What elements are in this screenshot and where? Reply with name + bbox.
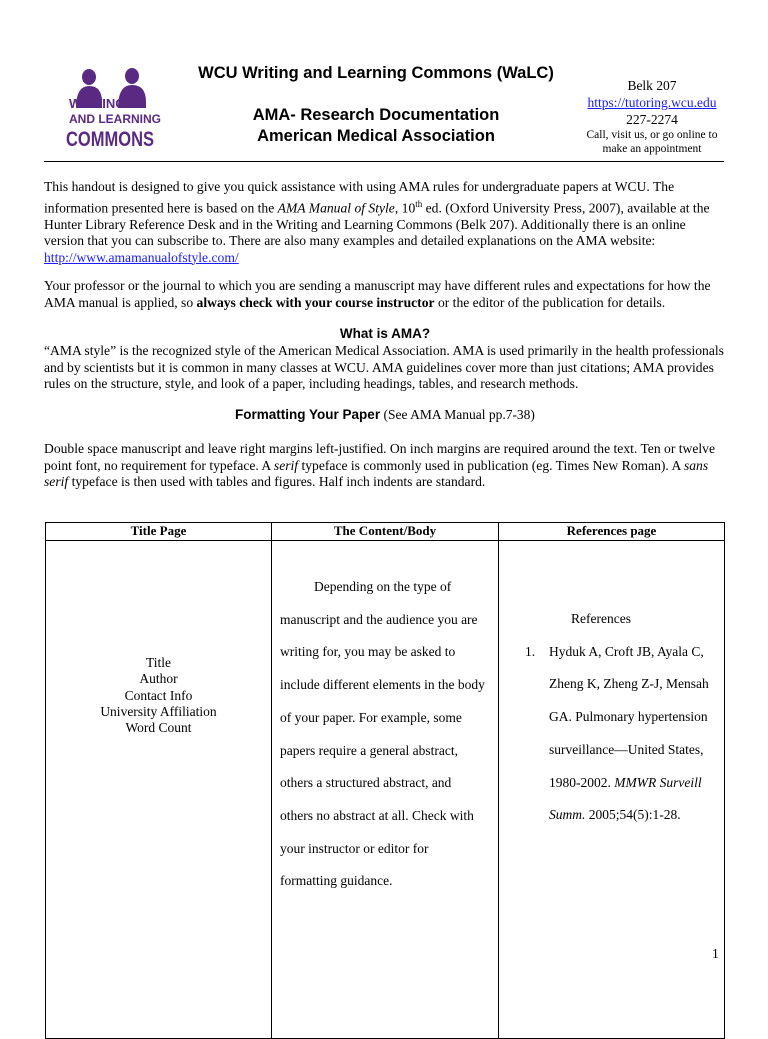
formatting-sans-serif: sans serif bbox=[44, 457, 709, 489]
reference-journal-abbr: Summ. bbox=[549, 807, 586, 823]
reference-number: 1. bbox=[525, 643, 536, 659]
reference-line: surveillance—United States, bbox=[549, 741, 704, 757]
references-heading: References bbox=[571, 611, 631, 626]
title-page-item: Title bbox=[145, 655, 172, 670]
content-line: your instructor or editor for bbox=[280, 840, 429, 856]
content-line: manuscript and the audience you are bbox=[280, 611, 478, 627]
title-page-cell bbox=[46, 541, 272, 1039]
intro-text-3: ed. (Oxford University Press, 2007), available at the Hunter Library Reference Desk and in the Writing and Learning Commons (Belk 207). Additionally there is an online version that you can subscribe to. There are also many examples and detailed explanations on the AMA website: bbox=[44, 200, 710, 249]
contact-url-link[interactable]: https://tutoring.wcu.edu bbox=[587, 95, 717, 110]
professor-text-1: Your professor or the journal to which you are sending a manuscript may have different rules and expectations for how the AMA manual is applied, so bbox=[44, 278, 711, 310]
title-page-item: Word Count bbox=[125, 720, 192, 736]
logo-text-and-learning: AND LEARNING bbox=[69, 112, 161, 126]
content-body-cell bbox=[272, 541, 499, 1039]
professor-text-2: or the editor of the publication for details. bbox=[434, 294, 666, 310]
formatting-heading bbox=[44, 407, 726, 423]
contact-note-line2: make an appointment bbox=[602, 143, 702, 155]
walc-logo bbox=[62, 68, 161, 151]
reference-line bbox=[549, 767, 718, 800]
reference-line: Zheng K, Zheng Z-J, Mensah bbox=[549, 676, 709, 692]
header-contact bbox=[572, 77, 732, 156]
content-line: Depending on the type of bbox=[314, 579, 452, 594]
table-row bbox=[46, 541, 725, 1039]
content-line: others a structured abstract, and bbox=[280, 775, 452, 791]
reference-line bbox=[549, 799, 718, 832]
page-number: 1 bbox=[712, 946, 719, 961]
content-line: include different elements in the body bbox=[280, 677, 485, 693]
content-line: writing for, you may be asked to bbox=[280, 644, 456, 660]
format-table bbox=[45, 522, 725, 1039]
formatting-text-3: typeface is then used with tables and figures. Half inch indents are standard. bbox=[68, 474, 486, 489]
content-line: of your paper. For example, some bbox=[280, 709, 462, 725]
intro-paragraph bbox=[44, 179, 726, 266]
formatting-text-2: typeface is commonly used in publication (eg. Times New Roman). A bbox=[298, 457, 684, 473]
intro-text-2: , 10 bbox=[394, 200, 416, 216]
table-header-content: The Content/Body bbox=[272, 523, 499, 541]
what-is-ama-paragraph: “AMA style” is the recognized style of the American Medical Association. AMA is used primarily in the health professionals and by scientists but it is common in many classes at WCU. AMA guidelines cover more than just citations; AMA provides rules on the structure, style, and look of a paper, including headings, tables, and research methods. bbox=[44, 343, 724, 391]
formatting-heading-note: (See AMA Manual pp.7-38) bbox=[380, 407, 535, 422]
logo-figure-head-left bbox=[82, 69, 96, 85]
contact-location: Belk 207 bbox=[627, 78, 677, 93]
intro-manual-title: AMA Manual of Style bbox=[277, 200, 395, 216]
formatting-text-1: Double space manuscript and leave right margins left-justified. On inch margins are required around the text. Ten or twelve point font, no requirement for typeface. A bbox=[44, 441, 715, 473]
logo-figure-head-right bbox=[125, 68, 139, 84]
title-page-item: University Affiliation bbox=[100, 703, 217, 719]
what-is-ama-heading: What is AMA? bbox=[339, 326, 431, 341]
content-line: papers require a general abstract, bbox=[280, 742, 459, 758]
intro-text-1: This handout is designed to give you quick assistance with using AMA rules for undergraduate papers at WCU. The information presented here is based on the bbox=[44, 179, 675, 216]
formatting-heading-text: Formatting Your Paper bbox=[235, 407, 381, 422]
header-divider bbox=[44, 161, 724, 162]
ama-website-link[interactable]: http://www.amamanualofstyle.com/ bbox=[44, 249, 239, 265]
reference-text: 1980-2002. bbox=[549, 774, 615, 790]
formatting-paragraph bbox=[44, 441, 726, 491]
reference-journal: MMWR Surveill bbox=[614, 774, 702, 790]
professor-bold-text: always check with your course instructor bbox=[196, 294, 435, 310]
logo-graphic bbox=[62, 68, 161, 151]
contact-note-line1: Call, visit us, or go online to bbox=[586, 129, 718, 141]
reference-line: Hyduk A, Croft JB, Ayala C, bbox=[549, 643, 704, 659]
table-header-title-page: Title Page bbox=[46, 523, 272, 541]
reference-line: GA. Pulmonary hypertension bbox=[549, 709, 708, 725]
references-cell bbox=[499, 541, 725, 1039]
logo-text-commons: COMMONS bbox=[66, 128, 154, 151]
content-line: formatting guidance. bbox=[280, 873, 393, 889]
title-page-item: Contact Info bbox=[124, 687, 193, 703]
content-line: others no abstract at all. Check with bbox=[280, 807, 474, 823]
table-header-row bbox=[46, 523, 725, 541]
reference-citation: 2005;54(5):1-28. bbox=[585, 807, 681, 823]
logo-text-writing: WRITING bbox=[69, 96, 126, 111]
reference-entry bbox=[499, 636, 718, 832]
intro-superscript: th bbox=[415, 198, 423, 209]
header-title: WCU Writing and Learning Commons (WaLC) bbox=[198, 64, 554, 82]
header-subtitle: AMA- Research Documentation bbox=[252, 106, 500, 124]
title-page-item: Author bbox=[139, 671, 178, 687]
formatting-serif: serif bbox=[273, 457, 299, 473]
contact-phone: 227-2274 bbox=[626, 112, 678, 127]
table-header-references: References page bbox=[499, 523, 725, 541]
header-subtitle-2: American Medical Association bbox=[257, 127, 495, 145]
professor-paragraph bbox=[44, 278, 726, 311]
